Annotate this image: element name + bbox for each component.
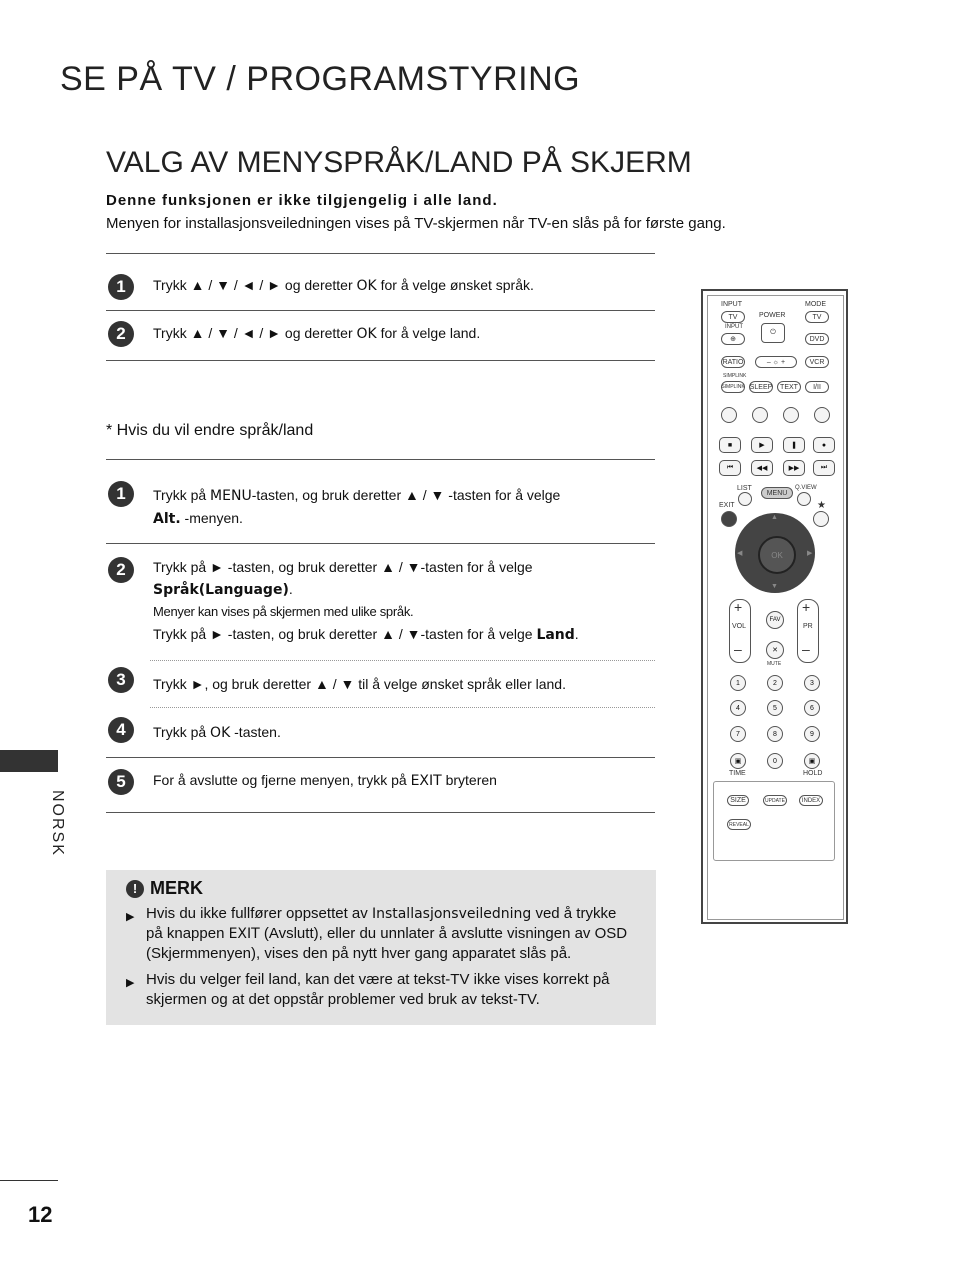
change-heading: * Hvis du vil endre språk/land <box>106 422 314 439</box>
step-number: 4 <box>108 717 134 743</box>
note-item: ▶ Hvis du velger feil land, kan det være at tekst-TV ikke vises korrekt på skjermen og at det oppstår problemer ved bruk av tekst-TV. <box>126 971 610 1008</box>
fav-button: FAV <box>766 611 784 629</box>
right-arrow-icon: ▶ <box>807 550 813 557</box>
divider <box>106 543 655 544</box>
minus-icon: – <box>802 641 810 657</box>
minus-icon: – <box>734 641 742 657</box>
simplink-button: SIMPLINK <box>721 381 745 393</box>
menu-button: MENU <box>761 487 793 499</box>
step-number: 5 <box>108 769 134 795</box>
page-number: 12 <box>28 1202 53 1227</box>
divider <box>150 660 655 661</box>
text-button: TEXT <box>777 381 801 393</box>
pause-icon: ❚ <box>783 437 805 453</box>
remote-label: INPUT <box>721 301 742 308</box>
note-heading: ! MERK <box>126 878 203 899</box>
remote-control <box>701 289 848 924</box>
divider <box>106 360 655 361</box>
mute-icon: ✕ <box>766 641 784 659</box>
digit-button: 1 <box>730 675 746 691</box>
index-button: INDEX <box>799 795 823 806</box>
down-arrow-icon: ▼ <box>771 583 778 590</box>
input-button: ⊕ <box>721 333 745 345</box>
sleep-button: SLEEP <box>749 381 773 393</box>
arrow-icon: ▶ <box>126 911 135 923</box>
reveal-button: REVEAL <box>727 819 751 830</box>
plus-icon: + <box>802 599 811 615</box>
divider <box>106 459 655 460</box>
divider <box>106 253 655 254</box>
step-number: 1 <box>108 481 134 507</box>
divider <box>150 707 655 708</box>
digit-button: 2 <box>767 675 783 691</box>
color-button <box>814 407 830 423</box>
remote-label: TIME <box>729 770 746 777</box>
section-title: VALG AV MENYSPRÅK/LAND PÅ SKJERM <box>106 146 692 179</box>
remote-label: VOL <box>732 623 747 630</box>
step-text: Trykk på ► -tasten, og bruk deretter ▲ / ▼-tasten for å velge Språk(Language). Menyer kan vises på skjermen med ulike språk. Trykk på ► -tasten, og bruk deretter ▲ / ▼-tasten for å velge Land. <box>153 559 579 643</box>
remote-label: POWER <box>759 312 786 319</box>
digit-button: 9 <box>804 726 820 742</box>
power-icon: ⏻ <box>761 323 785 343</box>
color-button <box>721 407 737 423</box>
fav-star-button <box>813 511 829 527</box>
divider <box>0 1180 58 1181</box>
brightness-button: – ☼ + <box>755 356 797 368</box>
digit-button: 4 <box>730 700 746 716</box>
note-item: ▶ Hvis du ikke fullfører oppsettet av Installasjonsveiledning ved å trykke på knappen EXIT (Avslutt), eller du unnlater å avslutte visningen av OSD (Skjermmenyen), vises den på nytt hver gang apparatet slås på. <box>126 905 628 962</box>
remote-label: PR <box>803 623 813 630</box>
list-button <box>738 492 752 506</box>
remote-label: HOLD <box>803 770 823 777</box>
color-button <box>783 407 799 423</box>
note-box <box>106 870 656 1025</box>
remote-label: EXIT <box>719 502 735 509</box>
tv-button: TV <box>721 311 745 323</box>
remote-label: SIMPLINK <box>723 373 747 379</box>
remote-label: LIST <box>737 485 752 492</box>
up-arrow-icon: ▲ <box>771 514 778 521</box>
step-text: Trykk på MENU-tasten, og bruk deretter ▲ / ▼ -tasten for å velge Alt. -menyen. <box>153 487 561 527</box>
vcr-button: VCR <box>805 356 829 368</box>
divider <box>106 310 655 311</box>
play-icon: ▶ <box>751 437 773 453</box>
exclamation-icon: ! <box>126 880 144 898</box>
page-title: SE PÅ TV / PROGRAMSTYRING <box>60 60 581 98</box>
digit-button: 5 <box>767 700 783 716</box>
step-number: 3 <box>108 667 134 693</box>
divider <box>106 757 655 758</box>
fast-forward-icon: ▶▶ <box>783 460 805 476</box>
digit-button: 6 <box>804 700 820 716</box>
step-text: Trykk ▲ / ▼ / ◄ / ► og deretter OK for å velge land. <box>153 325 481 342</box>
color-button <box>752 407 768 423</box>
remote-label: INPUT <box>725 324 743 330</box>
remote-label: MODE <box>805 301 826 308</box>
remote-label: MUTE <box>767 661 782 667</box>
step-text: For å avslutte og fjerne menyen, trykk på EXIT bryteren <box>153 772 497 789</box>
digit-button: 3 <box>804 675 820 691</box>
ok-button: OK <box>758 536 796 574</box>
update-button: UPDATE <box>763 795 787 806</box>
tv-mode-button: TV <box>805 311 829 323</box>
record-icon: ● <box>813 437 835 453</box>
qview-button <box>797 492 811 506</box>
audio-button: I/II <box>805 381 829 393</box>
digit-button: 8 <box>767 726 783 742</box>
stop-icon: ■ <box>719 437 741 453</box>
language-tab <box>0 750 58 772</box>
teletext-icon: ▣ <box>804 753 820 769</box>
arrow-icon: ▶ <box>126 977 135 989</box>
size-button: SIZE <box>727 795 749 806</box>
language-label: NORSK <box>49 790 66 857</box>
digit-button: 0 <box>767 753 783 769</box>
step-text: Trykk på OK -tasten. <box>153 724 281 741</box>
exit-button <box>721 511 737 527</box>
previous-icon: ⏮ <box>719 460 741 476</box>
divider <box>106 812 655 813</box>
rewind-icon: ◀◀ <box>751 460 773 476</box>
step-number: 1 <box>108 274 134 300</box>
step-number: 2 <box>108 321 134 347</box>
digit-button: 7 <box>730 726 746 742</box>
star-icon: ★ <box>817 500 826 511</box>
availability-warning: Denne funksjonen er ikke tilgjengelig i alle land. <box>106 192 498 209</box>
step-number: 2 <box>108 557 134 583</box>
intro-text: Menyen for installasjonsveiledningen vises på TV-skjermen når TV-en slås på for første gang. <box>106 215 726 232</box>
left-arrow-icon: ◀ <box>737 550 743 557</box>
ratio-button: RATIO <box>721 356 745 368</box>
step-text: Trykk ►, og bruk deretter ▲ / ▼ til å velge ønsket språk eller land. <box>153 676 566 692</box>
plus-icon: + <box>734 599 743 615</box>
teletext-icon: ▣ <box>730 753 746 769</box>
next-icon: ⏭ <box>813 460 835 476</box>
remote-label: Q.VIEW <box>795 485 817 491</box>
dvd-button: DVD <box>805 333 829 345</box>
step-text: Trykk ▲ / ▼ / ◄ / ► og deretter OK for å velge ønsket språk. <box>153 277 534 294</box>
